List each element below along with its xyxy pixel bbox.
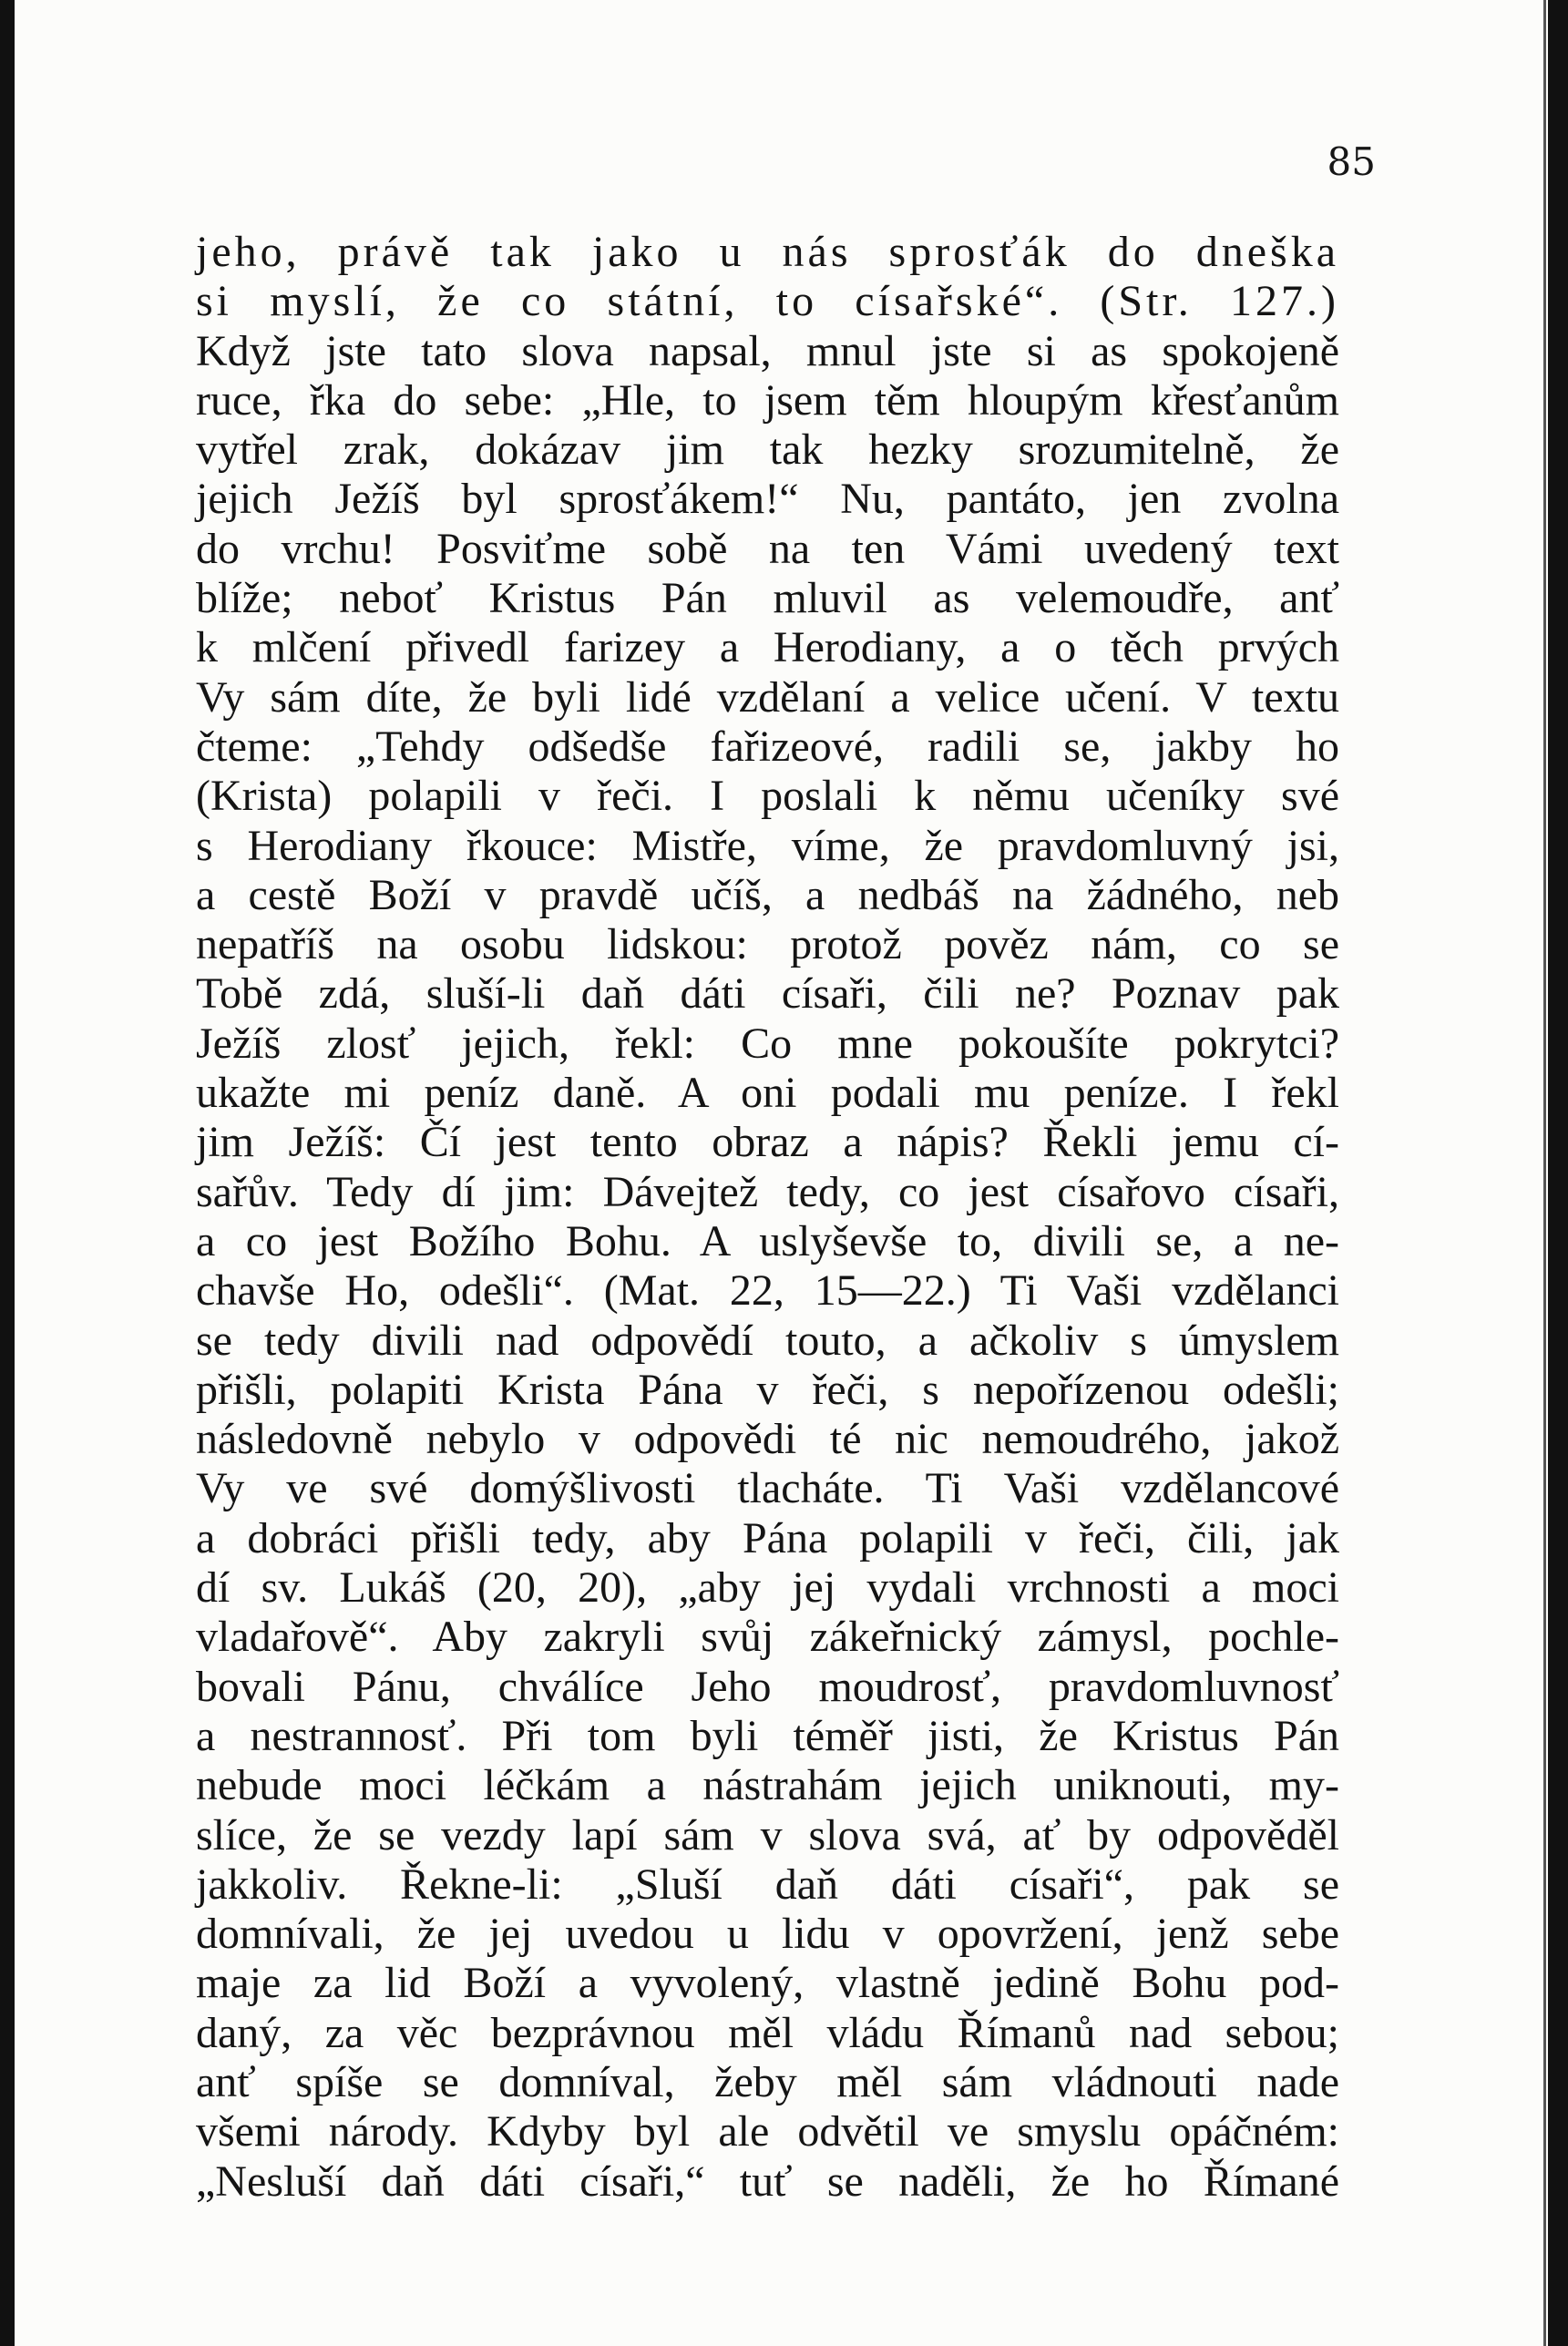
text-line: k mlčení přivedl farizey a Herodiany, a o těch prvých [196, 623, 1339, 672]
text-line: Vy ve své domýšlivosti tlacháte. Ti Vaši vzdělancové [196, 1464, 1339, 1513]
text-line: vladařově“. Aby zakryli svůj zákeřnický zámysl, pochle- [196, 1613, 1339, 1662]
text-line: blíže; neboť Kristus Pán mluvil as velemoudře, anť [196, 574, 1339, 623]
text-line: Tobě zdá, sluší-li daň dáti císaři, čili ne? Poznav pak [196, 969, 1339, 1019]
text-line: bovali Pánu, chválíce Jeho moudrosť, pravdomluvnosť [196, 1662, 1339, 1711]
text-line: jakkoliv. Řekne-li: „Sluší daň dáti císaři“, pak se [196, 1859, 1339, 1909]
text-line: ruce, řka do sebe: „Hle, to jsem těm hloupým křesťanům [196, 375, 1339, 425]
text-line: následovně nebylo v odpovědi té nic nemoudrého, jakož [196, 1415, 1339, 1464]
text-line: jejich Ježíš byl sprosťákem!“ Nu, pantáto, jen zvolna [196, 475, 1339, 524]
text-line: (Krista) polapili v řeči. I poslali k němu učeníky své [196, 772, 1339, 821]
text-line: dí sv. Lukáš (20, 20), „aby jej vydali vrchnosti a moci [196, 1563, 1339, 1613]
text-line: daný, za věc bezprávnou měl vládu Římanů nad sebou; [196, 2008, 1339, 2057]
text-line: chavše Ho, odešli“. (Mat. 22, 15—22.) Ti Vaši vzdělanci [196, 1266, 1339, 1316]
text-line: do vrchu! Posviťme sobě na ten Vámi uvedený text [196, 524, 1339, 573]
text-line: Když jste tato slova napsal, mnul jste si as spokojeně [196, 326, 1339, 375]
text-line: a co jest Božího Bohu. A uslyševše to, divili se, a ne- [196, 1216, 1339, 1265]
text-line: čteme: „Tehdy odšedše fařizeové, radili se, jakby ho [196, 722, 1339, 771]
text-line: se tedy divili nad odpovědí touto, a ačkoliv s úmyslem [196, 1316, 1339, 1365]
text-line: slíce, že se vezdy lapí sám v slova svá, ať by odpověděl [196, 1810, 1339, 1859]
text-line: a nestrannosť. Při tom byli téměř jisti, že Kristus Pán [196, 1711, 1339, 1760]
text-line: sařův. Tedy dí jim: Dávejtež tedy, co jest císařovo císaři, [196, 1167, 1339, 1216]
text-line: vytřel zrak, dokázav jim tak hezky srozumitelně, že [196, 425, 1339, 475]
text-line: jeho, právě tak jako u nás sprosťák do dneška [196, 228, 1339, 276]
text-line: maje za lid Boží a vyvolený, vlastně jedině Bohu pod- [196, 1959, 1339, 2008]
text-line: všemi národy. Kdyby byl ale odvětil ve smyslu opáčném: [196, 2107, 1339, 2156]
text-line: Vy sám díte, že byli lidé vzdělaní a velice učení. V textu [196, 672, 1339, 722]
page-number: 85 [1327, 139, 1376, 184]
scan-edge-left [0, 0, 15, 2346]
text-line: anť spíše se domníval, žeby měl sám vládnouti nade [196, 2057, 1339, 2106]
text-line: jim Ježíš: Čí jest tento obraz a nápis? Řekli jemu cí- [196, 1118, 1339, 1167]
body-text [196, 228, 1339, 2207]
text-line: ukažte mi peníz daně. A oni podali mu peníze. I řekl [196, 1069, 1339, 1118]
text-line: domnívali, že jej uvedou u lidu v opovržení, jenž sebe [196, 1910, 1339, 1959]
text-line: si myslí, že co státní, to císařské“. (Str. 127.) [196, 277, 1339, 326]
text-line: přišli, polapiti Krista Pána v řeči, s nepořízenou odešli; [196, 1365, 1339, 1414]
text-line: „Nesluší daň dáti císaři,“ tuť se naděli, že ho Římané [196, 2156, 1339, 2206]
scan-edge-right-shadow [1543, 0, 1546, 2346]
text-line: s Herodiany řkouce: Mistře, víme, že pravdomluvný jsi, [196, 821, 1339, 870]
text-line: nepatříš na osobu lidskou: protož pověz nám, co se [196, 920, 1339, 969]
scan-edge-right [1548, 0, 1568, 2346]
text-line: Ježíš zlosť jejich, řekl: Co mne pokoušíte pokrytci? [196, 1019, 1339, 1068]
text-line: a cestě Boží v pravdě učíš, a nedbáš na žádného, neb [196, 870, 1339, 919]
text-line: nebude moci léčkám a nástrahám jejich uniknouti, my- [196, 1761, 1339, 1810]
text-line: a dobráci přišli tedy, aby Pána polapili v řeči, čili, jak [196, 1513, 1339, 1562]
